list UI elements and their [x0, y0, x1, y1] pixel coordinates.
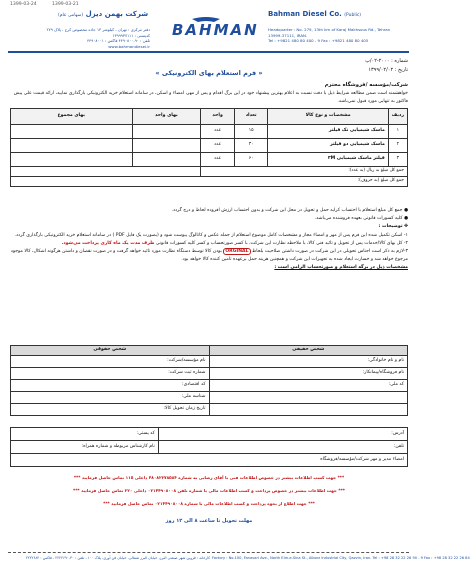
note-3-text: ۳-لازم به ذکر است اجناس تحویلی در این شرکت در صورت داشتن صلاحیت بلحاظ — [251, 249, 408, 255]
row-number: ۱ — [388, 125, 407, 139]
item-qty: ۶۰ — [234, 153, 268, 167]
company-name-fa — [58, 10, 148, 18]
date-label: تاریخ : — [394, 67, 408, 73]
col-unit-price: بهای واحد — [132, 109, 201, 125]
intro-text: خواهشمند است ضمن مطالعه شرایط ذیل با دقت نسبت به اعلام بهترین پیشنهاد خود در این برگ اقدام و پس از مهر، امضاء و اسکن، در سامانه استعلام خرید الکترونیکی بارگذاری نمایید، ارائه قیمت علی پیش فاکتور به تنهایی مورد قبول نمی‌باشد. — [13, 91, 408, 105]
deadline-note: مهلت تحویل تا ساعت ۸ الی ۱۲ روز — [165, 518, 253, 524]
items-table-header — [11, 109, 408, 125]
real-field[interactable]: نام و نام خانوادگی: — [209, 356, 407, 368]
header-date-1: 1399-03-24 — [10, 2, 37, 7]
note-2 — [10, 240, 408, 248]
total-price-cell[interactable] — [11, 153, 133, 167]
table-row — [11, 404, 408, 416]
sum-value-cell[interactable] — [11, 167, 201, 177]
note-3-rest: بودن کالا توسط دستگاه نظارت مورد تائید خواهد گرفت و در صورت نقصان و داشتن هرگونه اشکال، کالا موجود مرجوع خواهد شد و خسارت ایجاد شده به تجهیزات این شرکت و همچنین هزینه حمل برعهده تامین کننده کالا خواهد بود. — [10, 249, 408, 263]
table-row — [11, 392, 408, 404]
company-name-fa-text: شرکت بهمن دیزل — [85, 10, 149, 18]
legal-field[interactable]: نام مؤسسه/شرکت: — [11, 356, 210, 368]
real-field[interactable] — [209, 392, 407, 404]
unit-price-cell[interactable] — [132, 153, 201, 167]
unit-price-cell[interactable] — [132, 125, 201, 139]
note-2-deadline: ظرف مدت یک ماه کاری پرداخت می‌شود. — [61, 240, 155, 246]
notes-block — [10, 207, 408, 273]
legal-field[interactable]: شناسه ملی: — [11, 392, 210, 404]
note-bullet-1-text: جمع کل مبلغ استعلام با احتساب کرایه حمل و تحویل در محل این شرکت و بدون احتساب ارزش افزوده لحاظ و درج گردد. — [171, 208, 403, 213]
col-spec: مشخصات و نوع کالا — [268, 109, 388, 125]
recipient: شرکت/مؤسسه /فروشگاه محترم — [324, 82, 408, 88]
phone-field[interactable]: تلفن: — [158, 441, 407, 454]
sum-label: جمع کل مبلغ به ریال (به عدد): — [201, 167, 408, 177]
col-real-person: شخص حقیقی — [209, 346, 407, 356]
note-3 — [10, 248, 408, 264]
table-row — [11, 368, 408, 380]
row-number: ۳ — [388, 153, 407, 167]
real-field[interactable]: نام فروشگاه/پیمانکار: — [209, 368, 407, 380]
item-qty: ۳۰ — [234, 139, 268, 153]
header-divider — [8, 51, 409, 53]
supplier-heading — [10, 264, 408, 272]
address-block-en — [268, 27, 410, 44]
original-mark: ORGINAL — [225, 249, 249, 255]
note-bullet-1: ● جمع کل مبلغ استعلام با احتساب کرایه حمل و تحویل در محل این شرکت و بدون احتساب ارزش افزوده لحاظ و درج گردد. — [171, 208, 408, 213]
footer-address-fa: کارخانه : قزوین شهر صنعتی البرز، خیابان البرز شمالی، خیابان فن آوری، پلاک ۱۰۰ ، تلفن : ۳۰-۲۲۲۲۶۹۰ ، فاکس : ۲۲۲۲۶۸۴ — [25, 556, 210, 560]
company-name-en — [268, 10, 361, 18]
table-row — [11, 153, 408, 167]
signature-field[interactable]: امضاء مدیر و مهر شرکت/مؤسسه/فروشگاه — [11, 454, 408, 467]
letter-date — [318, 67, 408, 73]
address-field[interactable]: آدرس: — [158, 428, 407, 441]
address-en: Headquarter : No. 279, 13th km of Karaj Makhsous Rd., Tehran — [268, 27, 391, 32]
real-field[interactable]: کد ملی: — [209, 380, 407, 392]
col-qty: تعداد — [234, 109, 268, 125]
company-type-fa: (سهامی عام) — [58, 13, 84, 18]
number-value: ۲۰۰۰-۰۲/پ — [365, 58, 390, 64]
supplier-table — [10, 345, 408, 416]
footer-address-en: Factory : No.100, Fanavari Ave., North Elm-e-Sina St., Alborz Industrial City, Qazvin, Iran. Tel : +98 28 32 22 26 90 - 9 Fax : +98 28 32 22 26 84 — [212, 556, 470, 560]
item-unit: عدد — [201, 139, 235, 153]
item-unit: عدد — [201, 153, 235, 167]
address-block-fa — [10, 27, 150, 49]
item-unit: عدد — [201, 125, 235, 139]
table-row — [11, 428, 408, 441]
real-field[interactable] — [209, 404, 407, 416]
company-type-en: (Public) — [344, 13, 362, 18]
postal-code-field[interactable]: کد پستی: — [11, 428, 159, 441]
phone-fa: تلفن : ۹۰-۴۴۹۰۸۰۰ فاکس : ۴۴۹۰۸۰۰۱ — [87, 38, 150, 43]
item-spec: ماسک شیمیایی دو فیلتر — [268, 139, 388, 153]
note-bullet-2: ● کلیه کسورات قانونی بعهده فروشنده می‌باشد. — [314, 216, 408, 222]
website-fa: www.bahmandiesel.ir — [108, 43, 150, 49]
contact-table — [10, 427, 408, 467]
col-unit: واحد — [201, 109, 235, 125]
note-2-text: ۲- کل بهای کالا/خدمات پس از تحویل و تائید فنی کالا، با ملاحظه نظارت این شرکت، با کسر صورتحساب و کسر کلیه کسورات قانونی — [155, 240, 408, 246]
footer-note-2: *** جهت اطلاعات بیشتر در خصوص پرداخت و کسب اطلاعات مالی با شماره تلفن ۰۲۱۴۴۹۰۸۰۰۸ داخلی ۲۲۰ تماس حاصل فرمایید *** — [73, 488, 345, 493]
legal-field[interactable]: شماره ثبت شرکت: — [11, 368, 210, 380]
notes-heading-text: توضیحات : — [378, 224, 403, 230]
representative-field[interactable]: نام کارشناس مربوطه و شماره همراه: — [11, 441, 159, 454]
words-row — [11, 177, 408, 187]
company-name-en-text: Bahman Diesel Co. — [268, 10, 342, 18]
total-price-cell[interactable] — [11, 139, 133, 153]
notes-heading: ✤ توضیحات : — [378, 224, 408, 230]
header-date-2: 1399-03-21 — [52, 2, 79, 7]
phone-en: Tel : +9821 480 80 400 - 9 Fax : +9821 480 80 405 — [268, 38, 369, 43]
table-row — [11, 356, 408, 368]
date-value: ۱۳۹۹/۰۲/۰۲ — [368, 67, 394, 73]
table-row — [11, 380, 408, 392]
table-row — [11, 454, 408, 467]
item-qty: ۱۵ — [234, 125, 268, 139]
footer-divider — [8, 552, 409, 553]
note-bullet-2-text: کلیه کسورات قانونی بعهده فروشنده می‌باشد. — [314, 216, 403, 222]
row-number: ۲ — [388, 139, 407, 153]
table-row — [11, 139, 408, 153]
words-label: جمع کل مبلغ (به حروف): — [11, 177, 408, 187]
sum-row — [11, 167, 408, 177]
items-table — [10, 108, 408, 187]
table-row — [11, 441, 408, 454]
address-fa: دفتر مرکزی : تهران ، کیلومتر ۱۳ جاده مخصوص کرج ، پلاک ۲۷۹ — [46, 27, 150, 32]
company-logo — [152, 16, 260, 38]
col-legal-person: شخص حقوقی — [11, 346, 210, 356]
footer-note-3: *** جهت اطلاع از نحوه پرداخت و کسب اطلاعات مالی با شماره ۰۲۱۴۴۹۰۸۰۰۸ تماس حاصل فرمایید *** — [103, 501, 315, 506]
letter-number — [318, 58, 408, 64]
item-spec: فیلتر ماسک شیمیایی ۳M — [268, 153, 388, 167]
legal-field[interactable]: کد اقتصادی: — [11, 380, 210, 392]
col-total: بهای مجموع — [11, 109, 133, 125]
unit-price-cell[interactable] — [132, 139, 201, 153]
logo-text: BAHMAN — [172, 21, 259, 39]
footer-note-1: *** جهت کسب اطلاعات بیشتر در خصوص اطلاعات فنی با آقای رضایی به شماره ۴۸۰۸۲۳۷۸۵۸۴ داخلی ۱۱۵ تماس حاصل فرمایید *** — [73, 475, 345, 480]
supplier-table-header — [11, 346, 408, 356]
item-spec: ماسک شیمیایی تک فیلتر — [268, 125, 388, 139]
total-price-cell[interactable] — [11, 125, 133, 139]
postal-fa: کدپستی : ۱۳۹۹۹۳۷۱۱۱ — [112, 32, 150, 38]
col-row: ردیف — [388, 109, 407, 125]
form-title: « فرم استعلام بهای الکترونیکی » — [155, 69, 263, 77]
table-row — [11, 125, 408, 139]
supplier-heading-text: مشخصات ذیل در برگه استعلام و صورتحساب الزامی است : — [274, 265, 408, 271]
postal-en: 13999-37111, IRAN. — [268, 32, 308, 38]
number-label: شماره : — [391, 58, 408, 64]
legal-field[interactable]: تاریخ زمان تحویل کالا: — [11, 404, 210, 416]
note-1: ۱- اسکن تکمیل شده این فرم پس از مهر و امضاء مجاز و مشخصات کامل موضوع استعلام از جمله عکس و کاتالوگ پیوست شود و (بصورت یک فایل PDF ) در سامانه استعلام خرید الکترونیکی بارگذاری گردد. — [14, 232, 408, 238]
